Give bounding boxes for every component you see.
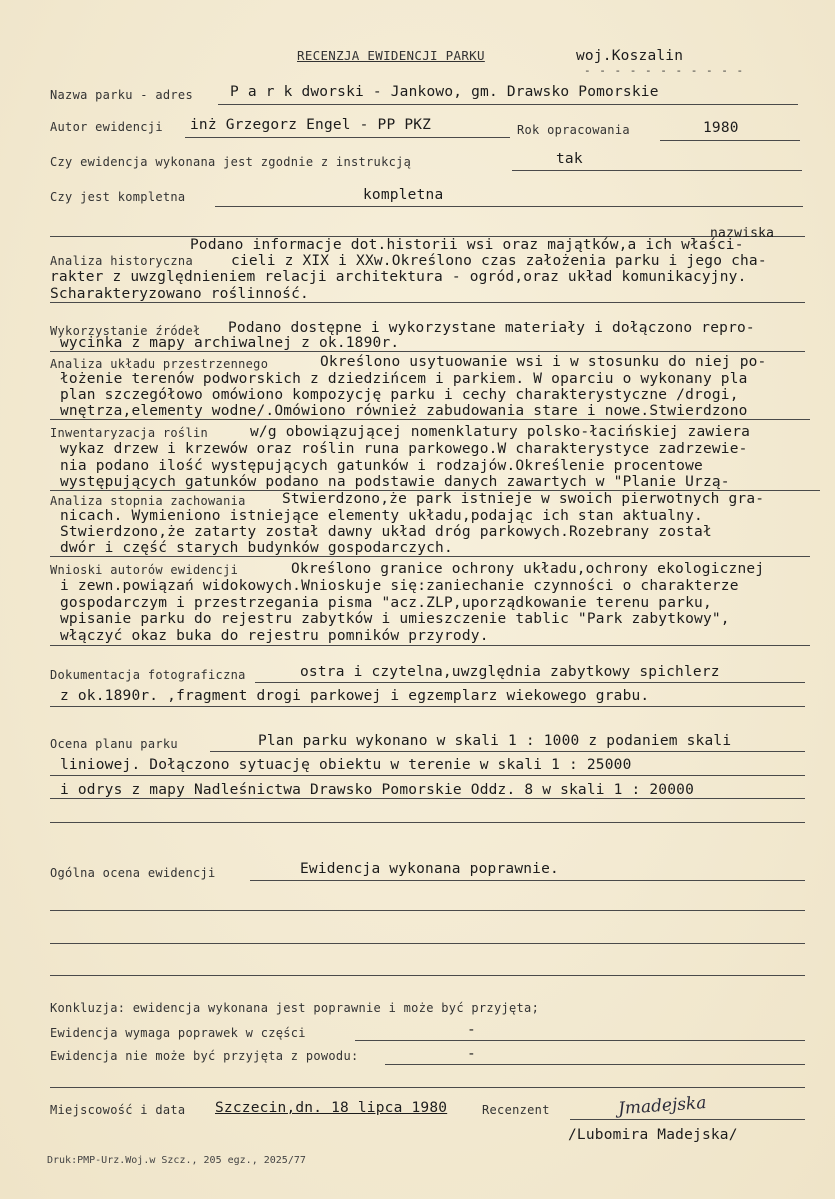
label-author: Autor ewidencji: [50, 120, 163, 134]
photos-line-2: z ok.1890r. ,fragment drogi parkowej i egzemplarz wiekowego grabu.: [60, 688, 650, 704]
history-line-2: cieli z XIX i XXw.Określono czas założenia parku i jego cha-: [231, 253, 767, 269]
history-line-1: Podano informacje dot.historii wsi oraz majątków,a ich właści-: [190, 237, 744, 253]
value-place-date: Szczecin,dn. 18 lipca 1980: [215, 1100, 448, 1116]
spatial-line-3: plan szczegółowo omówiono kompozycję parku i cechy charakterystyczne /drogi,: [60, 387, 739, 403]
plan-line-3: i odrys z mapy Nadleśnictwa Drawsko Pomorskie Oddz. 8 w skali 1 : 20000: [60, 782, 695, 798]
divider: [355, 1040, 805, 1041]
label-preservation: Analiza stopnia zachowania: [50, 494, 246, 508]
divider: [50, 419, 810, 420]
sources-line-1: Podano dostępne i wykorzystane materiały i dołączono repro-: [228, 320, 755, 336]
divider: [660, 140, 800, 141]
region-underline: - - - - - - - - - - -: [584, 64, 745, 77]
plants-line-1: w/g obowiązującej nomenklatury polsko-łacińskiej zawiera: [250, 424, 751, 440]
label-sources: Wykorzystanie źródeł: [50, 324, 201, 338]
divider: [512, 170, 802, 171]
plan-line-2: liniowej. Dołączono sytuację obiektu w terenie w skali 1 : 25000: [60, 757, 632, 773]
history-line-4: Scharakteryzowano roślinność.: [50, 286, 309, 302]
label-conclusions: Wnioski autorów ewidencji: [50, 563, 239, 577]
spatial-line-4: wnętrza,elementy wodne/.Omówiono również zabudowania stare i nowe.Stwierdzono: [60, 403, 748, 419]
label-place-date: Miejscowość i data: [50, 1103, 186, 1117]
divider: [50, 975, 805, 976]
preservation-line-3: Stwierdzono,że zatarty został dawny układ dróg parkowych.Rozebrany został: [60, 524, 712, 540]
divider: [50, 798, 805, 799]
label-park-name: Nazwa parku - adres: [50, 88, 193, 102]
divider: [250, 880, 805, 881]
label-photos: Dokumentacja fotograficzna: [50, 668, 246, 682]
label-complete: Czy jest kompletna: [50, 190, 186, 204]
label-overall: Ogólna ocena ewidencji: [50, 866, 216, 880]
document-title: RECENZJA EWIDENCJI PARKU: [297, 48, 485, 63]
conclusions-line-4: wpisanie parku do rejestru zabytków i umieszczenie tablic "Park zabytkowy",: [60, 611, 730, 627]
history-insert: nazwiska: [710, 226, 775, 241]
conclusions-line-5: włączyć okaz buka do rejestru pomników przyrody.: [60, 628, 489, 644]
divider: [50, 351, 805, 352]
divider: [215, 206, 803, 207]
preservation-line-4: dwór i część starych budynków gospodarczych.: [60, 540, 453, 556]
print-note: Druk:PMP-Urz.Woj.w Szcz., 205 egz., 2025/77: [47, 1155, 306, 1166]
value-author: inż Grzegorz Engel - PP PKZ: [190, 117, 432, 133]
conclusions-line-1: Określono granice ochrony układu,ochrony ekologicznej: [291, 561, 765, 577]
label-conclusion: Konkluzja: ewidencja wykonana jest poprawnie i może być przyjęta;: [50, 1001, 540, 1015]
conclusions-line-3: gospodarczym i przestrzegania pisma "acz.ZLP,uporządkowanie terenu parku,: [60, 595, 712, 611]
value-rejected: -: [467, 1046, 476, 1062]
history-line-3: rakter z uwzględnieniem relacji architektura - ogród,oraz układ komunikacyjny.: [50, 269, 747, 285]
divider: [50, 645, 810, 646]
label-needs-fixes: Ewidencja wymaga poprawek w części: [50, 1026, 306, 1040]
plants-line-4: występujących gatunków podano na podstawie danych zawartych w "Planie Urzą-: [60, 474, 730, 490]
value-year: 1980: [703, 120, 739, 136]
divider: [218, 104, 798, 105]
label-spatial: Analiza układu przestrzennego: [50, 357, 269, 371]
divider: [570, 1119, 805, 1120]
value-instruction: tak: [556, 151, 583, 167]
divider: [50, 1087, 805, 1088]
label-reviewer: Recenzent: [482, 1103, 550, 1117]
divider: [385, 1064, 805, 1065]
plan-line-1: Plan parku wykonano w skali 1 : 1000 z podaniem skali: [258, 733, 732, 749]
value-overall: Ewidencja wykonana poprawnie.: [300, 861, 559, 877]
label-history: Analiza historyczna: [50, 254, 193, 268]
photos-line-1: ostra i czytelna,uwzględnia zabytkowy spichlerz: [300, 664, 720, 680]
label-rejected: Ewidencja nie może być przyjęta z powodu:: [50, 1049, 359, 1063]
value-park-name: P a r k dworski - Jankowo, gm. Drawsko Pomorskie: [230, 84, 659, 100]
spatial-line-1: Określono usytuowanie wsi i w stosunku do niej po-: [320, 354, 767, 370]
divider: [50, 822, 805, 823]
divider: [50, 556, 810, 557]
reviewer-signature: Jmadejska: [617, 1092, 708, 1120]
preservation-line-2: nicach. Wymieniono istniejące elementy układu,podając ich stan aktualny.: [60, 508, 703, 524]
reviewer-name: /Lubomira Madejska/: [568, 1127, 738, 1143]
divider: [50, 943, 805, 944]
divider: [50, 775, 805, 776]
plants-line-2: wykaz drzew i krzewów oraz roślin runa parkowego.W charakterystyce zadrzewie-: [60, 441, 748, 457]
plants-line-3: nia podano ilość występujących gatunków i rodzajów.Określenie procentowe: [60, 458, 703, 474]
divider: [50, 706, 805, 707]
divider: [255, 682, 805, 683]
label-year: Rok opracowania: [517, 123, 630, 137]
label-plants: Inwentaryzacja roślin: [50, 426, 209, 440]
value-complete: kompletna: [363, 187, 444, 203]
label-plan: Ocena planu parku: [50, 737, 178, 751]
value-needs-fixes: -: [467, 1022, 476, 1038]
divider: [50, 302, 805, 303]
divider: [210, 751, 805, 752]
divider: [185, 137, 510, 138]
preservation-line-1: Stwierdzono,że park istnieje w swoich pierwotnych gra-: [282, 491, 765, 507]
region-label: woj.Koszalin: [576, 48, 684, 64]
conclusions-line-2: i zewn.powiązań widokowych.Wnioskuje się:zaniechanie czynności o charakterze: [60, 578, 739, 594]
sources-line-2: wycinka z mapy archiwalnej z ok.1890r.: [60, 335, 400, 351]
divider: [50, 910, 805, 911]
label-instruction: Czy ewidencja wykonana jest zgodnie z instrukcją: [50, 155, 412, 169]
spatial-line-2: łożenie terenów podworskich z dziedzińcem i parkiem. W oparciu o wykonany pla: [60, 371, 748, 387]
